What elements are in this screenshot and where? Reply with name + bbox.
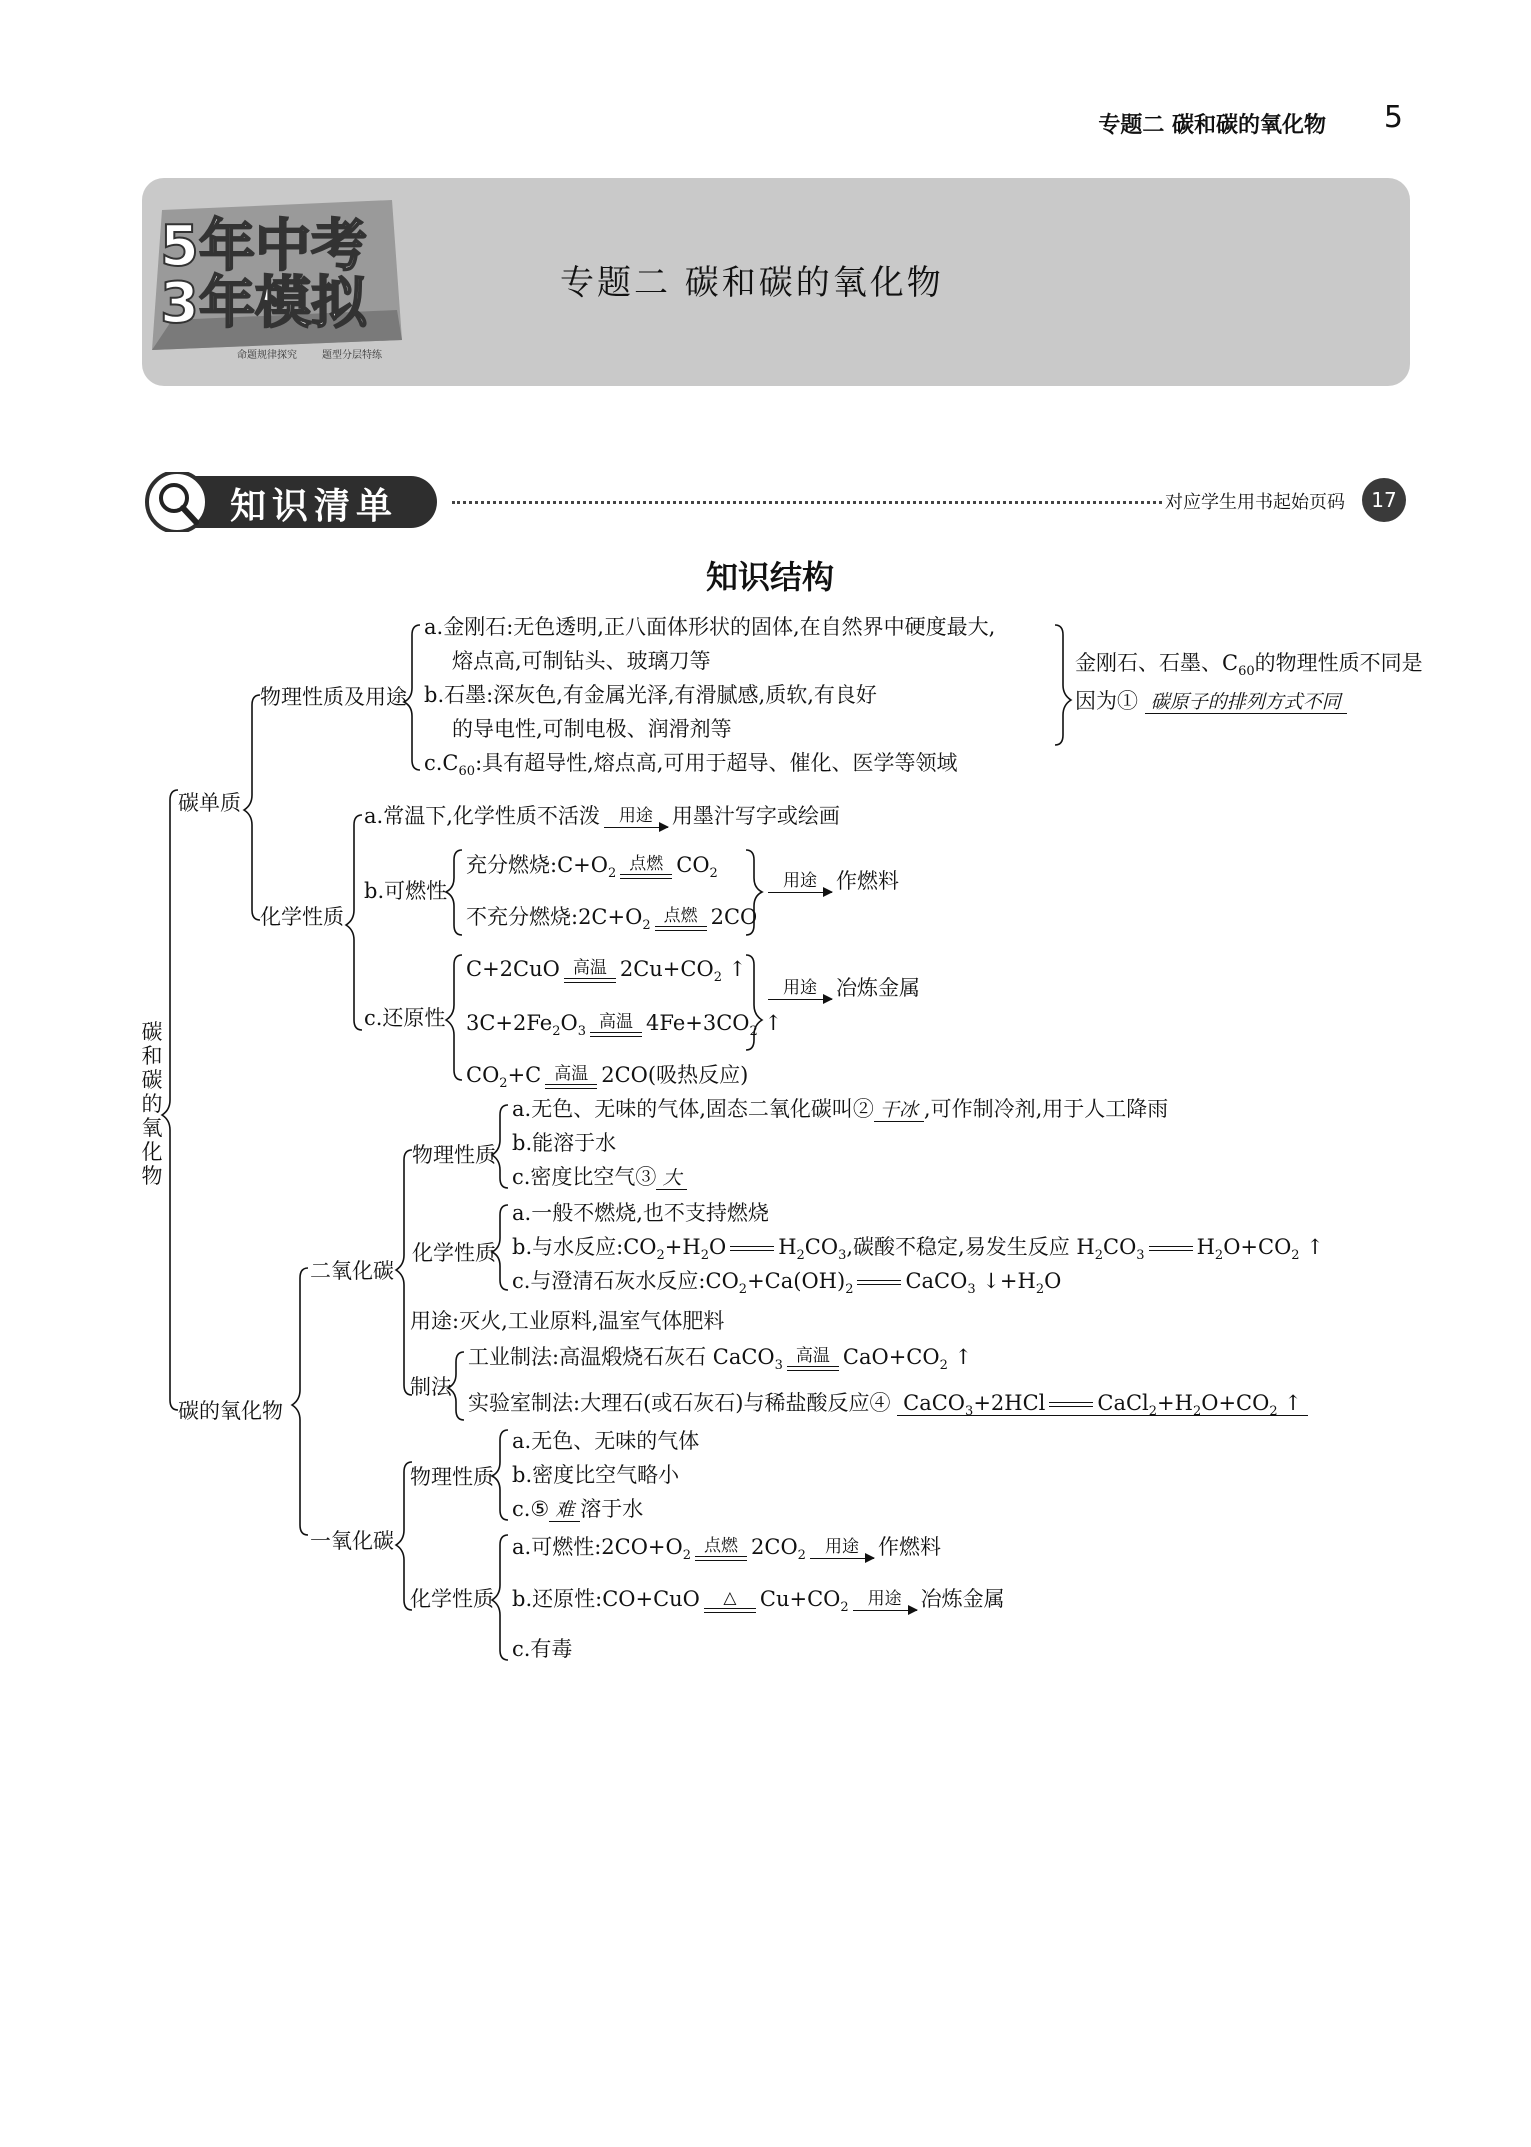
node-co2: 二氧化碳 xyxy=(310,1259,394,1283)
node-co-chemical: 化学性质 xyxy=(410,1587,494,1611)
co-phys-b: b.密度比空气略小 xyxy=(512,1463,680,1487)
answer-5: 难 xyxy=(549,1499,580,1522)
co2-chem-b: b.与水反应$:CO_2+H_2O$ $H_2CO_3$,碳酸不稳定,易发生反应 $H_2CO_3$ $H_2O+CO_2$ ↑ xyxy=(512,1235,1324,1264)
diamond-line1: a.金刚石:无色透明,正八面体形状的固体,在自然界中硬度最大, xyxy=(424,615,996,639)
start-page-badge: 17 xyxy=(1362,478,1406,522)
co2-prep-label: 制法 xyxy=(410,1375,452,1399)
reduction-usage: 用途 冶炼金属 xyxy=(764,975,920,1001)
running-header: 专题二 碳和碳的氧化物 xyxy=(1098,113,1326,138)
co-phys-a: a.无色、无味的气体 xyxy=(512,1429,700,1453)
node-co: 一氧化碳 xyxy=(310,1529,394,1553)
c60-line: $c.C_{60}$:具有超导性,熔点高,可用于超导、催化、医学等领域 xyxy=(424,751,958,780)
co-chem-b: b.还原性:CO+CuO △ $Cu+CO_2$ 用途 冶炼金属 xyxy=(512,1587,1005,1616)
co2-phys-c: c.密度比空气③ 大 xyxy=(512,1164,687,1191)
answer-2: 干冰 xyxy=(874,1099,924,1122)
reduction-cuo: C+2CuO 高温 $2Cu+CO_2$ ↑ xyxy=(466,957,747,986)
full-combustion: 充分燃烧$:C+O_2$ 点燃 $CO_2$ xyxy=(466,853,718,882)
section-label: 知识清单 xyxy=(230,486,399,527)
answer-1: 碳原子的排列方式不同 xyxy=(1145,691,1347,714)
node-co2-physical: 物理性质 xyxy=(412,1143,496,1167)
logo-line2: 3年模拟 xyxy=(160,271,367,336)
co2-chem-a: a.一般不燃烧,也不支持燃烧 xyxy=(512,1201,769,1225)
co2-phys-b: b.能溶于水 xyxy=(512,1131,617,1155)
start-page-label: 对应学生用书起始页码 xyxy=(1165,492,1345,513)
map-root: 碳和碳的氧化物 xyxy=(141,1020,163,1188)
answer-4: CaCO$_3$+2HCl $CaCl_2+H_2O+CO_2$ ↑ xyxy=(897,1391,1308,1416)
structure-note-line1: 金刚石、石墨、$C_{60}$的物理性质不同是 xyxy=(1075,651,1423,680)
structure-note-line2: 因为① 碳原子的排列方式不同 xyxy=(1075,688,1347,715)
reduction-co2: $CO_2+C$ 高温 2CO(吸热反应) xyxy=(466,1063,749,1092)
structure-title: 知识结构 xyxy=(706,558,835,596)
co-phys-c: c.⑤ 难 溶于水 xyxy=(512,1497,644,1521)
co2-industrial-prep: 工业制法:高温煅烧石灰石 CaCO$_3$ 高温 $CaO+CO_2$ ↑ xyxy=(468,1345,973,1374)
combust-label: b.可燃性 xyxy=(364,879,448,903)
co-chem-c: c.有毒 xyxy=(512,1637,573,1661)
node-co-physical: 物理性质 xyxy=(410,1465,494,1489)
page-number: 5 xyxy=(1383,100,1403,135)
node-carbon: 碳单质 xyxy=(178,791,241,815)
logo-line1: 5年中考 xyxy=(160,214,367,279)
chapter-title: 专题二 碳和碳的氧化物 xyxy=(560,263,944,303)
co2-usage: 用途:灭火,工业原料,温室气体肥料 xyxy=(410,1309,725,1333)
node-oxides: 碳的氧化物 xyxy=(178,1399,283,1423)
co2-phys-a: a.无色、无味的气体,固态二氧化碳叫② 干冰 ,可作制冷剂,用于人工降雨 xyxy=(512,1097,1169,1121)
stable-line: a.常温下,化学性质不活泼 用途 用墨汁写字或绘画 xyxy=(364,804,840,828)
reduction-label: c.还原性 xyxy=(364,1006,446,1030)
answer-3: 大 xyxy=(656,1167,687,1190)
combust-usage: 用途 作燃料 xyxy=(764,868,899,894)
node-carbon-chemical: 化学性质 xyxy=(260,905,344,929)
diamond-line2: 熔点高,可制钻头、玻璃刀等 xyxy=(452,649,711,673)
logo-sub2: 题型分层特练 xyxy=(322,350,382,361)
graphite-line1: b.石墨:深灰色,有金属光泽,有滑腻感,质软,有良好 xyxy=(424,683,877,707)
node-carbon-physical: 物理性质及用途 xyxy=(260,685,407,709)
co-chem-a: a.可燃性$:2CO+O_2$ 点燃 $2CO_2$ 用途 作燃料 xyxy=(512,1535,941,1564)
co2-lab-prep: 实验室制法:大理石(或石灰石)与稀盐酸反应④ CaCO$_3$+2HCl $CaCl_2+H_2O+CO_2$ ↑ xyxy=(468,1390,1308,1425)
node-co2-chemical: 化学性质 xyxy=(412,1241,496,1265)
partial-combustion: 不充分燃烧$:2C+O_2$ 点燃 2CO xyxy=(466,905,758,934)
logo-sub1: 命题规律探究 xyxy=(237,350,297,361)
graphite-line2: 的导电性,可制电极、润滑剂等 xyxy=(452,717,732,741)
reduction-fe2o3: $3C+2Fe_2O_3$ 高温 $4Fe+3CO_2$ ↑ xyxy=(466,1011,783,1040)
co2-chem-c: c.与澄清石灰水反应$:CO_2+Ca(OH)_2$ CaCO$_3$ $↓+H_2O$ xyxy=(512,1269,1062,1298)
